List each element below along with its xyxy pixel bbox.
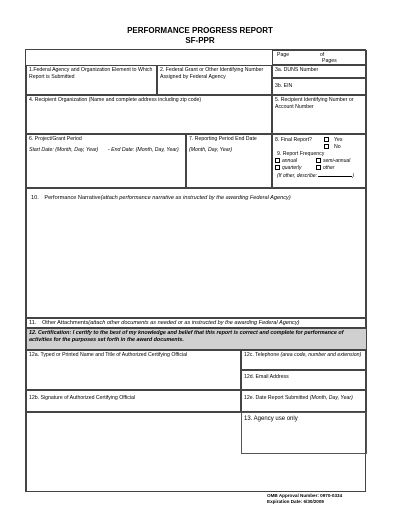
field-1-agency[interactable]	[26, 65, 157, 95]
field-11-label: Other Attachments	[41, 320, 89, 326]
frequency-annual-checkbox[interactable]	[275, 158, 280, 163]
frequency-other-describe-label: (If other, describe:	[277, 173, 318, 179]
field-12d-email[interactable]	[241, 370, 367, 390]
field-4-label: 4. Recipient Organization (Name and complete address including zip code)	[29, 97, 202, 103]
frequency-annual-option[interactable]	[275, 158, 297, 164]
field-1-label: 1.Federal Agency and Organization Element to Which Report is Submitted	[29, 67, 153, 80]
field-12c-telephone[interactable]	[241, 350, 367, 370]
field-3a-duns[interactable]	[272, 65, 367, 78]
field-11-note: (attach other documents as needed or as instructed by the awarding Federal Agency)	[88, 320, 300, 326]
page-count-box[interactable]	[272, 50, 367, 65]
field-10-note: (attach performance narrative as instructed by the awarding Federal Agency)	[100, 195, 291, 201]
frequency-semiannual-label: semi-annual	[323, 158, 351, 164]
field-12e-note: (Month, Day, Year)	[309, 395, 353, 401]
field-12c-note: (area code, number and extension)	[280, 352, 362, 358]
field-13-agency-use[interactable]	[241, 412, 367, 454]
field-12d-label: 12d. Email Address	[244, 374, 289, 380]
field-10-narrative[interactable]	[26, 188, 367, 318]
frequency-annual-label: annual	[282, 158, 298, 164]
final-report-yes-label: Yes	[334, 137, 343, 143]
omb-approval-number: OMB Approval Number: 0970-0334	[267, 493, 343, 498]
field-6-project-period[interactable]	[26, 134, 186, 188]
field-12b-label: 12b. Signature of Authorized Certifying Official	[29, 395, 136, 401]
field-3a-label: 3a. DUNS Number	[275, 67, 319, 73]
field-6-end-label: - End Date: (Month, Day, Year)	[108, 147, 179, 153]
field-7-sub-label: (Month, Day, Year)	[189, 146, 233, 153]
field-4-recipient-org[interactable]	[26, 95, 272, 134]
frequency-quarterly-checkbox[interactable]	[275, 165, 280, 170]
field-10-number: 10.	[31, 195, 39, 201]
frequency-other-label: other	[323, 165, 335, 171]
field-11-attachments[interactable]	[26, 318, 367, 328]
frequency-quarterly-label: quarterly	[282, 165, 302, 171]
certification-text: 12. Certification: I certify to the best of my knowledge and belief that this report is correct and complete for performance of activities for the purposes set forth in the award documents.	[29, 330, 344, 343]
field-5-label: 5. Recipient Identifying Number or Account Number	[275, 97, 354, 110]
page-title: PERFORMANCE PROGRESS REPORT	[127, 26, 273, 35]
report-form	[25, 49, 366, 492]
field-11-number: 11.	[29, 320, 37, 326]
field-6-start-label: Start Date: (Month, Day, Year)	[29, 147, 99, 153]
field-7-period-end[interactable]	[186, 134, 272, 188]
field-3b-ein[interactable]	[272, 78, 367, 95]
left-empty-cell	[26, 412, 241, 492]
field-12e-label: 12e. Date Report Submitted	[244, 395, 309, 401]
field-6-label: 6. Project/Grant Period	[29, 136, 82, 142]
frequency-other-option[interactable]	[316, 165, 334, 171]
field-3b-label: 3b. EIN	[275, 83, 293, 89]
page-subtitle: SF-PPR	[185, 36, 215, 45]
field-12e-date-submitted[interactable]	[241, 390, 367, 412]
final-report-no-label: No	[334, 144, 341, 150]
frequency-semiannual-checkbox[interactable]	[316, 158, 321, 163]
field-2-grant-number[interactable]	[157, 65, 272, 95]
field-13-label: 13. Agency use only	[244, 416, 298, 422]
field-10-label: Performance Narrative	[44, 195, 101, 201]
field-5-recipient-number[interactable]	[272, 95, 367, 134]
final-report-yes-checkbox[interactable]	[324, 137, 329, 142]
field-12-certification	[26, 328, 367, 350]
field-12a-certifying-name[interactable]	[26, 350, 241, 390]
field-12a-label: 12a. Typed or Printed Name and Title of Authorized Certifying Official	[29, 352, 188, 358]
field-12c-label: 12c. Telephone	[244, 352, 280, 358]
field-7-label: 7. Reporting Period End Date	[189, 136, 257, 142]
field-8-label: 8. Final Report?	[275, 137, 312, 143]
final-report-no-checkbox[interactable]	[324, 144, 329, 149]
frequency-other-describe[interactable]: (If other, describe: )	[277, 173, 355, 179]
expiration-date: Expiration Date: 6/30/2009	[267, 499, 324, 504]
field-2-label: 2. Federal Grant or Other Identifying Number Assigned by Federal Agency	[160, 67, 264, 80]
frequency-semiannual-option[interactable]	[316, 158, 350, 164]
frequency-other-describe-line[interactable]	[318, 172, 352, 177]
frequency-quarterly-option[interactable]	[275, 165, 301, 171]
field-8-9-box	[272, 134, 367, 188]
page-label: Page	[277, 52, 290, 58]
of-label: of	[320, 52, 325, 58]
pages-label: Pages	[322, 58, 337, 64]
frequency-other-checkbox[interactable]	[316, 165, 321, 170]
field-9-label: 9. Report Frequency	[277, 151, 325, 157]
field-12b-signature[interactable]	[26, 390, 241, 412]
